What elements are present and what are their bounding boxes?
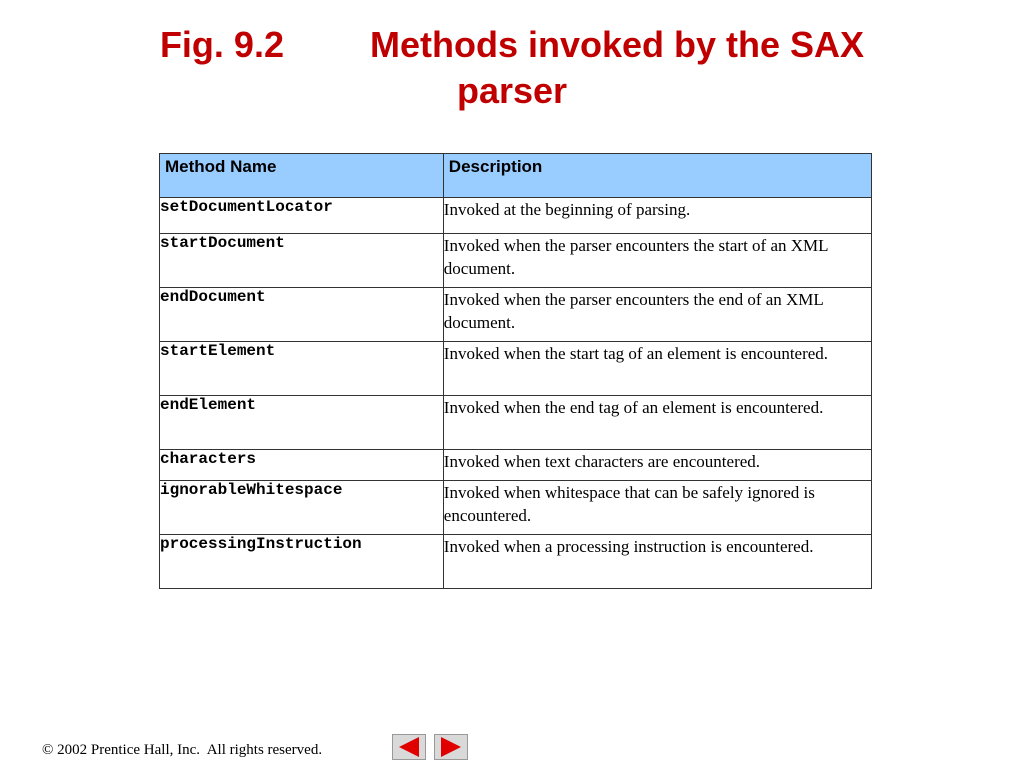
table-row xyxy=(160,481,872,535)
description-cell: Invoked at the beginning of parsing. xyxy=(443,198,871,234)
description-cell: Invoked when the start tag of an element is encountered. xyxy=(443,342,871,396)
table-row xyxy=(160,342,872,396)
title-caption-line1: Methods invoked by the SAX xyxy=(369,24,865,65)
method-name-cell: startElement xyxy=(160,342,444,396)
table-row xyxy=(160,198,872,234)
description-cell: Invoked when the parser encounters the start of an XML document. xyxy=(443,234,871,288)
table-header-row xyxy=(160,154,872,198)
method-name-cell: ignorableWhitespace xyxy=(160,481,444,535)
method-name-cell: endDocument xyxy=(160,288,444,342)
header-description: Description xyxy=(443,154,871,198)
description-cell: Invoked when a processing instruction is encountered. xyxy=(443,535,871,589)
next-arrow-icon xyxy=(435,735,467,759)
method-name-cell: startDocument xyxy=(160,234,444,288)
figure-number: Fig. 9.2 xyxy=(159,24,284,65)
description-cell: Invoked when the end tag of an element is encountered. xyxy=(443,396,871,450)
header-method-name: Method Name xyxy=(160,154,444,198)
previous-arrow-icon xyxy=(393,735,425,759)
table-row xyxy=(160,535,872,589)
methods-table xyxy=(159,153,872,589)
title-caption-line2: parser xyxy=(456,70,568,111)
description-cell: Invoked when the parser encounters the end of an XML document. xyxy=(443,288,871,342)
slide-title xyxy=(0,22,1024,114)
description-cell: Invoked when whitespace that can be safely ignored is encountered. xyxy=(443,481,871,535)
copyright-footer: © 2002 Prentice Hall, Inc. All rights reserved. xyxy=(42,742,323,758)
next-slide-button[interactable] xyxy=(434,734,468,760)
method-name-cell: endElement xyxy=(160,396,444,450)
table-row xyxy=(160,450,872,481)
description-cell: Invoked when text characters are encountered. xyxy=(443,450,871,481)
table-row xyxy=(160,234,872,288)
table-row xyxy=(160,396,872,450)
table-row xyxy=(160,288,872,342)
method-name-cell: characters xyxy=(160,450,444,481)
method-name-cell: processingInstruction xyxy=(160,535,444,589)
method-name-cell: setDocumentLocator xyxy=(160,198,444,234)
previous-slide-button[interactable] xyxy=(392,734,426,760)
